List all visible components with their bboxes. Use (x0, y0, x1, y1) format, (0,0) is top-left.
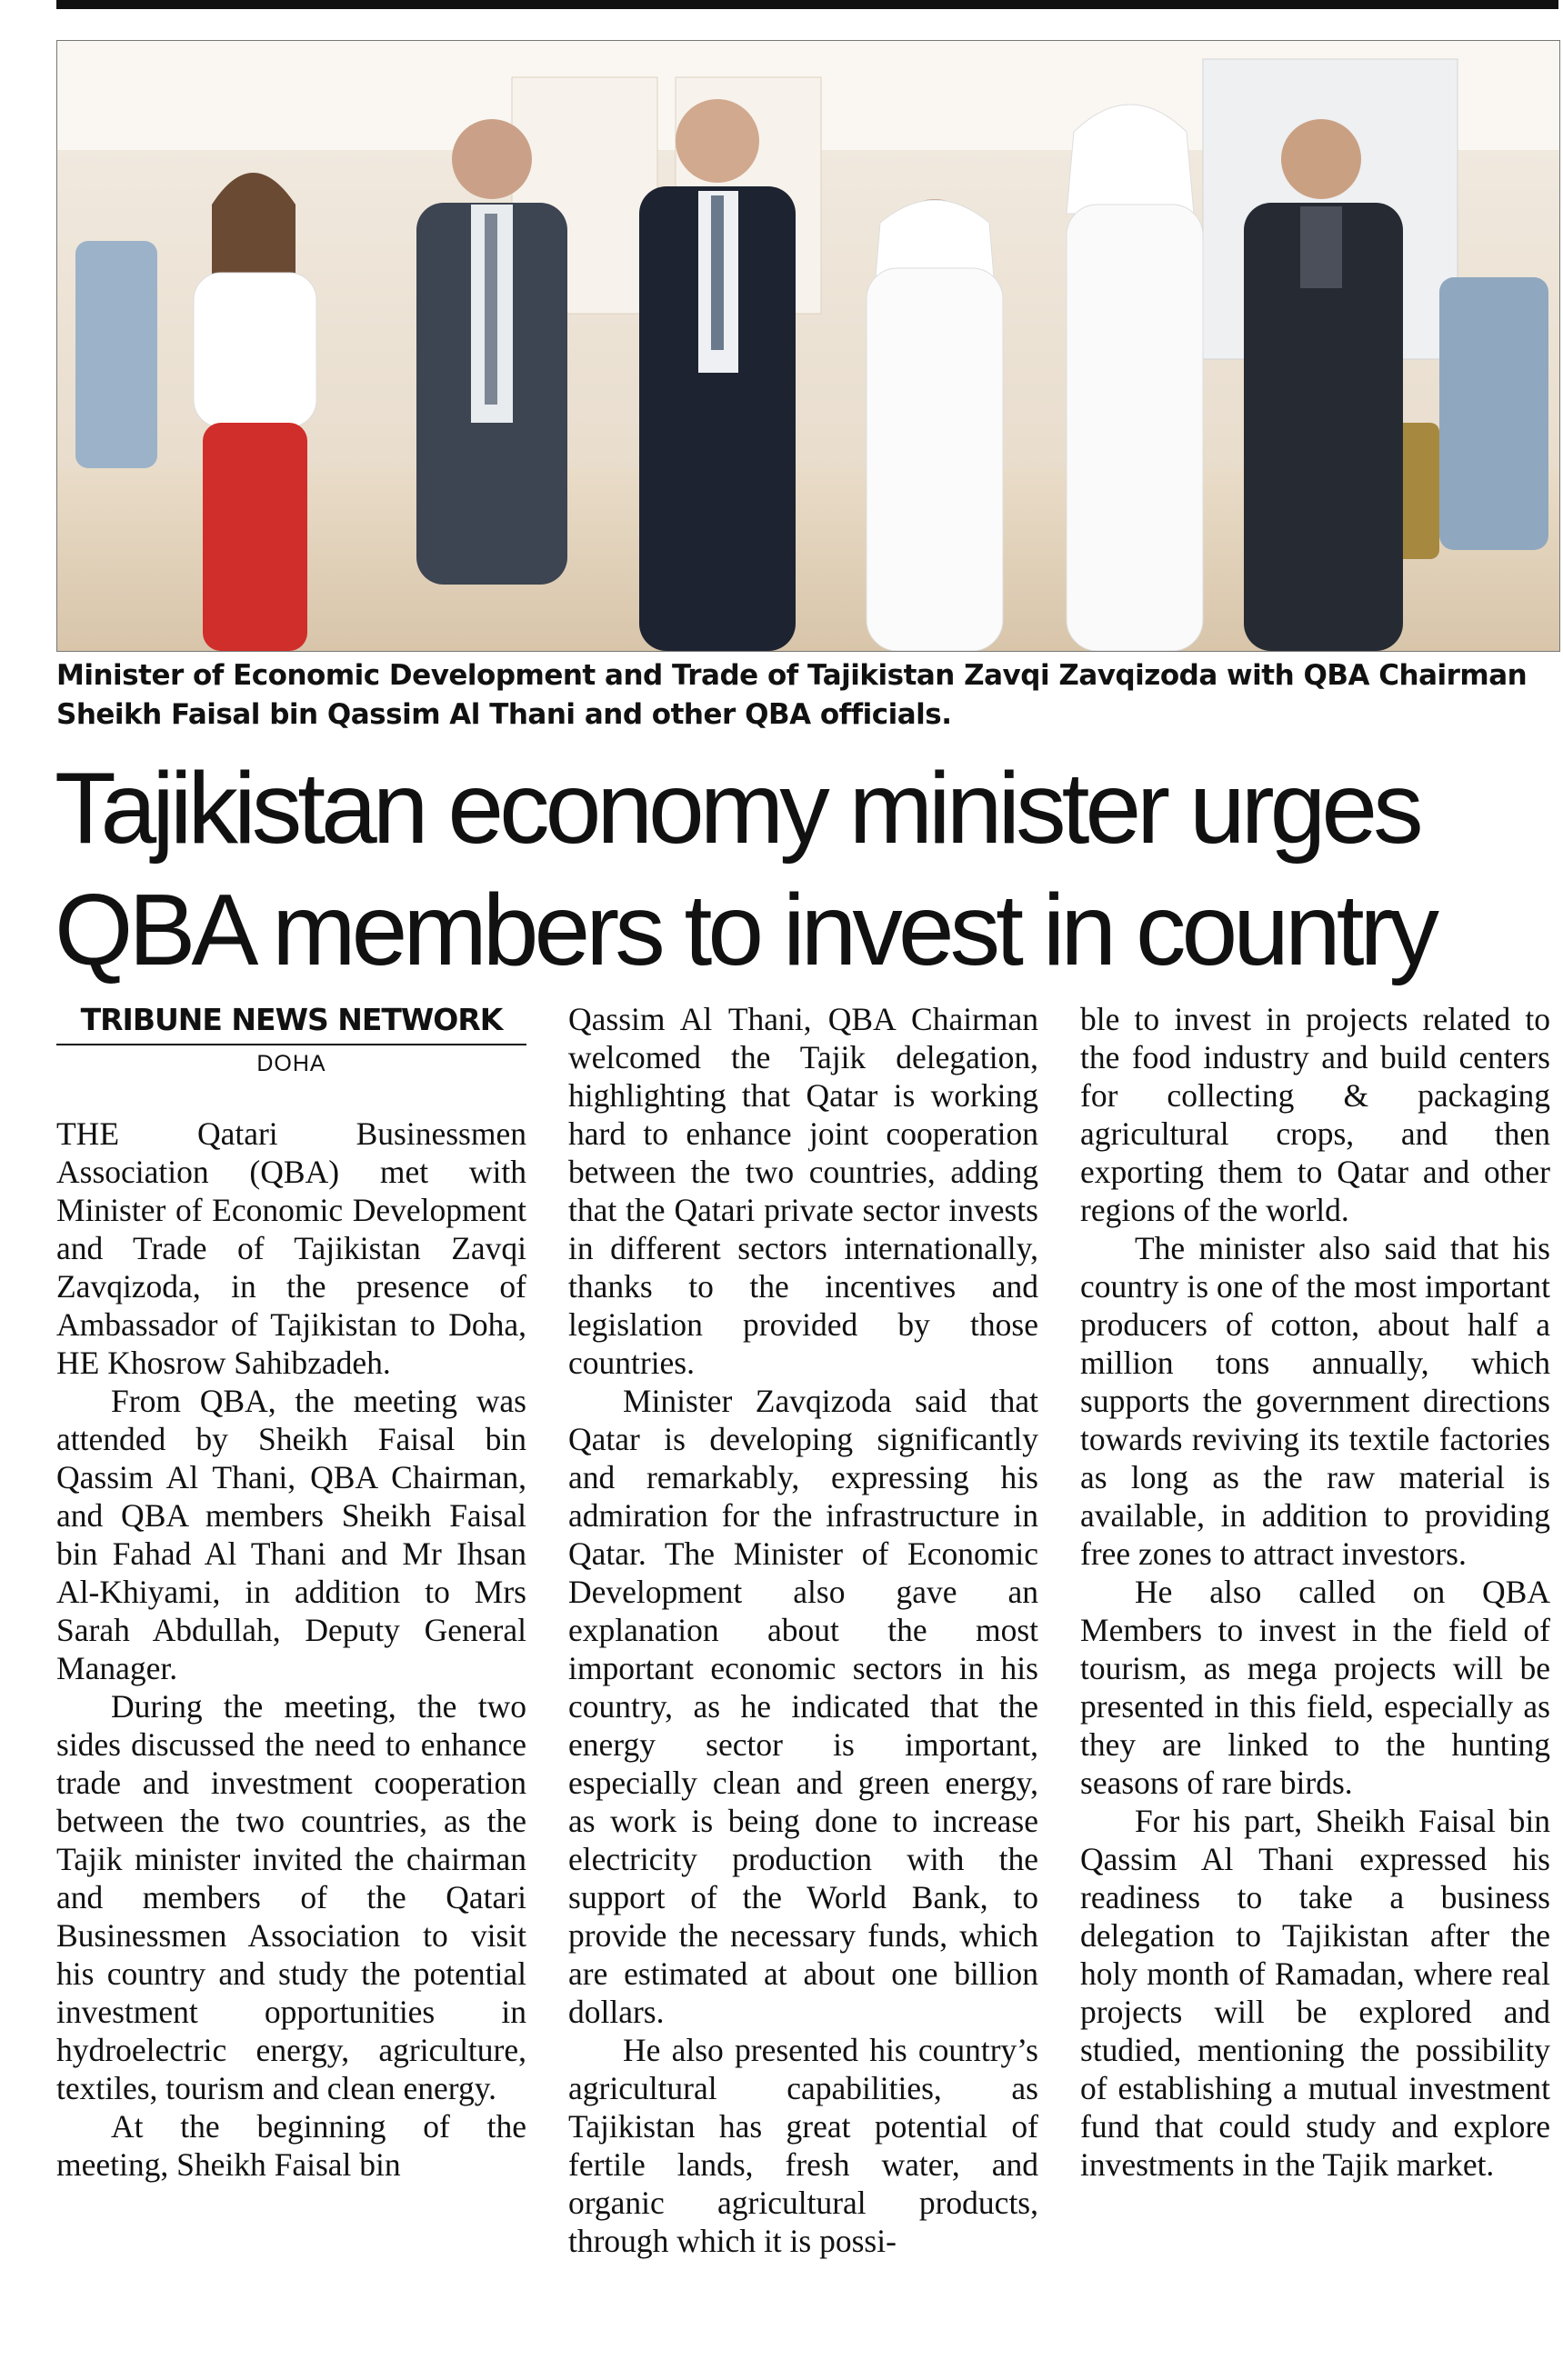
paragraph: During the meeting, the two sides discussed the need to enhance trade and investment cooperation between the two countries, as the Tajik minister invited the chairman and members of the Qatari Businessmen Association to visit his country and study the potential investment opportunities in hydroelectric energy, agriculture, textiles, tourism and clean energy. (56, 1688, 526, 2106)
photo-caption: Minister of Economic Development and Trade of Tajikistan Zavqi Zavqizoda with QBA Chairman Sheikh Faisal bin Qassim Al Thani and other QBA officials. (56, 659, 1528, 731)
group-photo-icon (57, 41, 1559, 651)
paragraph: For his part, Sheikh Faisal bin Qassim Al Thani expressed his readiness to take a business delegation to Tajikistan after the holy month of Ramadan, where real projects will be explored and studied, mentioning the possibility of establishing a mutual investment fund that could study and explore investments in the Tajik market. (1080, 1803, 1550, 2183)
paragraph: ble to invest in projects related to the food industry and build centers for collecting & packaging agricultural crops, and then exporting them to Qatar and other regions of the world. (1080, 1001, 1550, 1228)
headline-line-2: QBA members to invest in country (55, 874, 1436, 986)
headline (55, 747, 1563, 991)
paragraph: Qassim Al Thani, QBA Chairman welcomed the Tajik delegation, highlighting that Qatar is working hard to enhance joint cooperation between the two countries, adding that the Qatari private sector invests in different sectors internationally, thanks to the incentives and legislation provided by those countries. (568, 1001, 1038, 1381)
paragraph: The minister also said that his country is one of the most important producers of cotton, about half a million tons annually, which supports the government directions towards reviving its textile factories as long as the raw material is available, in addition to providing free zones to attract investors. (1080, 1230, 1550, 1572)
byline (56, 1000, 526, 1082)
paragraph: He also presented his country’s agricultural capabilities, as Tajikistan has great potential of fertile lands, fresh water, and organic agricultural products, through which it is possi- (568, 2032, 1038, 2259)
article-column-3 (1080, 1000, 1550, 2184)
dateline: DOHA (256, 1051, 326, 1076)
byline-network: TRIBUNE NEWS NETWORK (56, 1000, 526, 1045)
top-rule (56, 0, 1558, 9)
paragraph: Minister Zavqizoda said that Qatar is developing significantly and remarkably, expressing his admiration for the infrastructure in Qatar. The Minister of Economic Development also gave an explanation about the most important economic sectors in his country, as he indicated that the energy sector is important, especially clean and green energy, as work is being done to increase electricity production with the support of the World Bank, to provide the necessary funds, which are estimated at about one billion dollars. (568, 1383, 1038, 2030)
article-column-1 (56, 1115, 526, 2184)
paragraph: THE Qatari Businessmen Association (QBA) met with Minister of Economic Development and Trade of Tajikistan Zavqi Zavqizoda, in the presence of Ambassador of Tajikistan to Doha, HE Khosrow Sahibzadeh. (56, 1115, 526, 1381)
news-photo (56, 40, 1560, 652)
paragraph: At the beginning of the meeting, Sheikh Faisal bin (56, 2108, 526, 2183)
headline-line-1: Tajikistan economy minister urges (55, 752, 1419, 865)
article-column-2 (568, 1000, 1038, 2260)
paragraph: From QBA, the meeting was attended by Sheikh Faisal bin Qassim Al Thani, QBA Chairman, and QBA members Sheikh Faisal bin Fahad Al Thani and Mr Ihsan Al-Khiyami, in addition to Mrs Sarah Abdullah, Deputy General Manager. (56, 1383, 526, 1686)
paragraph: He also called on QBA Members to invest in the field of tourism, as mega projects will be presented in this field, especially as they are linked to the hunting seasons of rare birds. (1080, 1574, 1550, 1801)
